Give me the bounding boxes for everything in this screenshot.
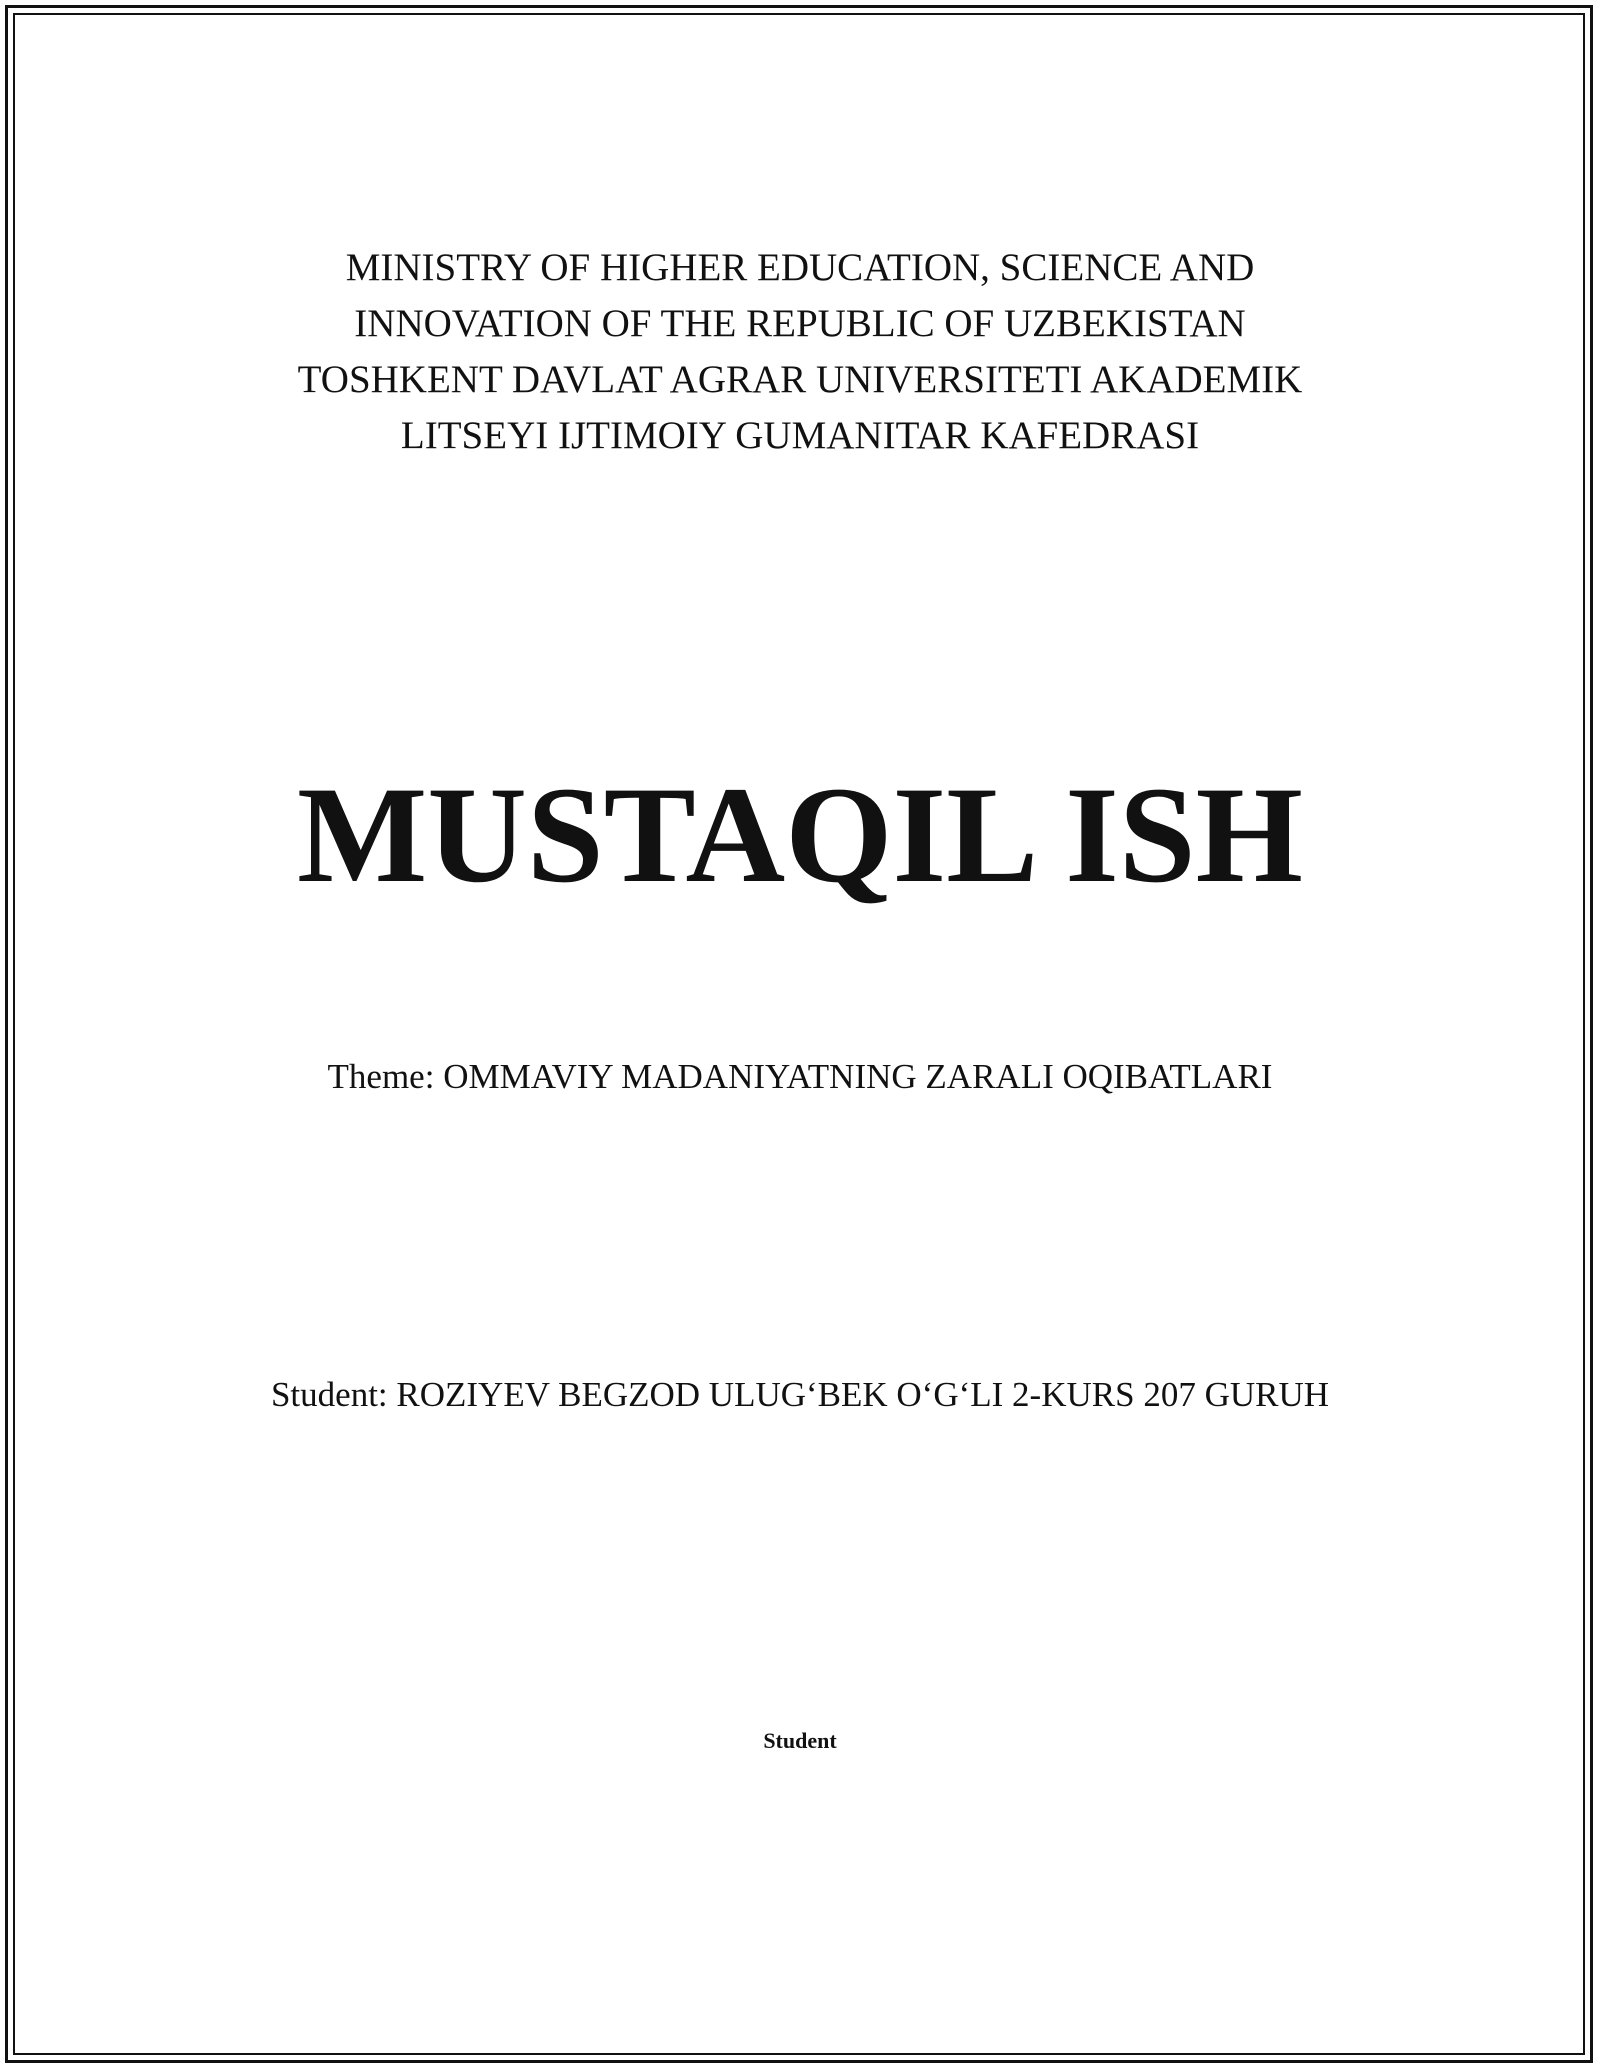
header-line-4: LITSEYI IJTIMOIY GUMANITAR KAFEDRASI [400, 414, 1200, 457]
footer-student-label: Student [763, 1728, 837, 1753]
theme-line [0, 1054, 1600, 1100]
theme-value: OMMAVIY MADANIYATNING ZARALI OQIBATLARI [443, 1057, 1273, 1096]
institution-header [0, 240, 1600, 464]
student-line [0, 1372, 1600, 1418]
student-value: ROZIYEV BEGZOD ULUG‘BEK O‘G‘LI 2-KURS 207 GURUH [396, 1375, 1330, 1414]
document-title: MUSTAQIL ISH [297, 758, 1303, 911]
header-line-1: MINISTRY OF HIGHER EDUCATION, SCIENCE AND [345, 246, 1255, 289]
theme-label: Theme: [327, 1057, 435, 1096]
header-line-3: TOSHKENT DAVLAT AGRAR UNIVERSITETI AKADEMIK [297, 358, 1303, 401]
header-line-2: INNOVATION OF THE REPUBLIC OF UZBEKISTAN [354, 302, 1246, 345]
student-label: Student: [270, 1375, 388, 1414]
